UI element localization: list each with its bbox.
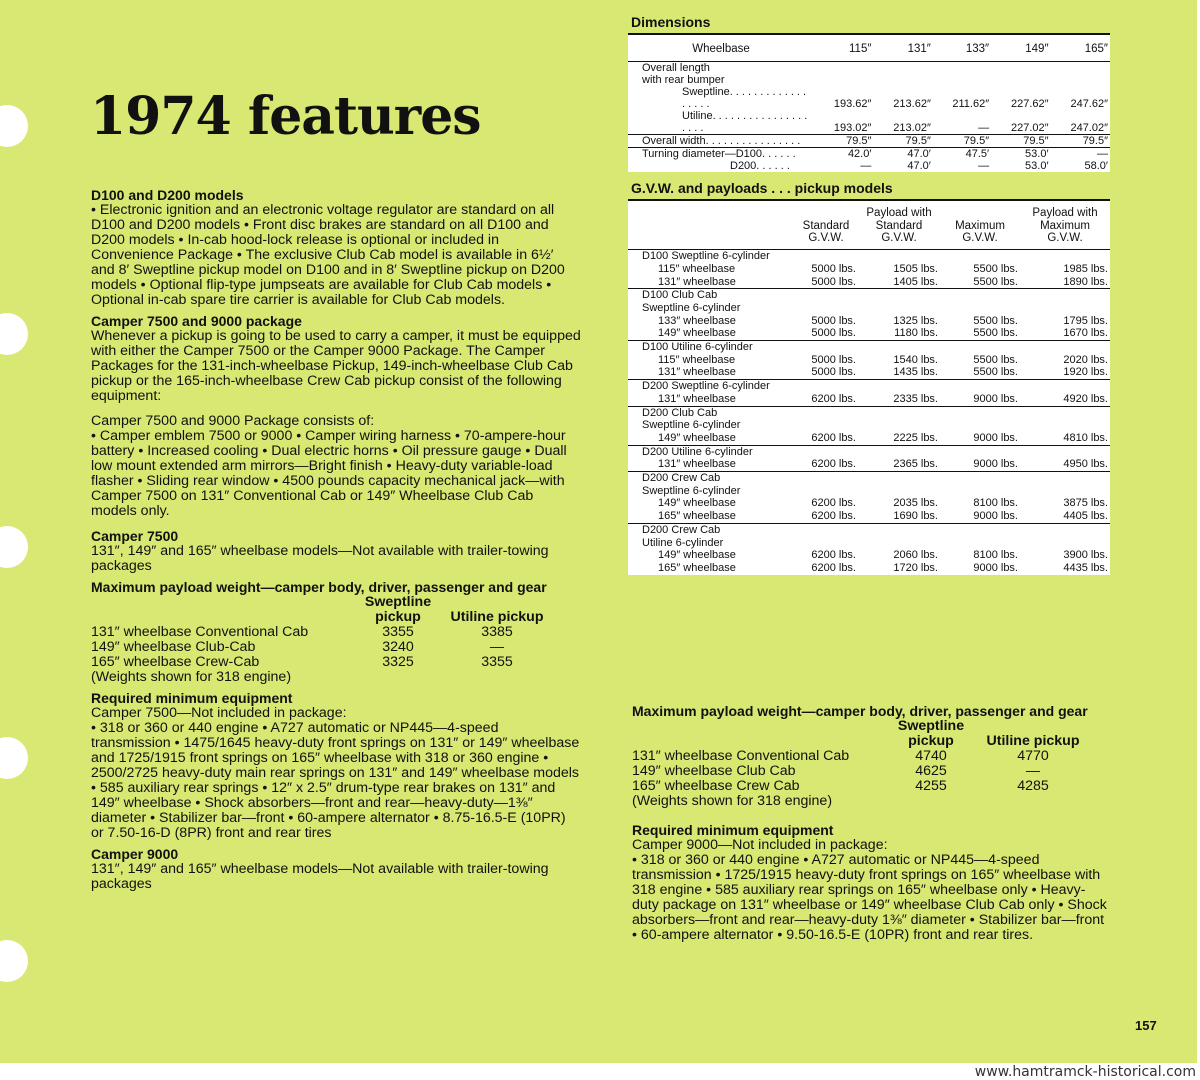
cell-value: [1020, 485, 1110, 498]
camper-9000-text: 131″, 149″ and 165″ wheelbase models—Not available with trailer-towing packages: [91, 861, 549, 892]
cell-value: 2365 lbs.: [893, 458, 938, 471]
gvw-row: [628, 549, 1110, 562]
cell-value: [858, 289, 940, 302]
cell-value: 213.02″: [893, 122, 931, 134]
sweptline-value: 3325: [382, 654, 414, 670]
cell-value: 9000 lbs.: [973, 561, 1018, 574]
gvw-row: [628, 432, 1110, 445]
cell-value: [794, 289, 858, 302]
cell-value: 1920 lbs.: [1063, 366, 1108, 379]
cell-value: [858, 472, 940, 485]
cell-value: [794, 380, 858, 393]
utiline-column-header: Utiline pickup: [986, 733, 1080, 749]
weights-note: (Weights shown for 318 engine): [632, 793, 833, 809]
cell-value: [858, 445, 940, 458]
gvw-table: [628, 201, 1110, 575]
cell-value: [858, 341, 940, 354]
row-label: D100 Club Cab: [628, 289, 794, 302]
cell-value: [1020, 537, 1110, 550]
row-label: Utiline 6-cylinder: [642, 536, 724, 549]
cell-value: [873, 62, 932, 75]
weights-note: (Weights shown for 318 engine): [91, 669, 292, 685]
gvw-row: [628, 419, 1110, 432]
utiline-value: —: [489, 639, 505, 655]
cell-value: [794, 341, 858, 354]
column-header: Payload with Standard G.V.W.: [858, 201, 940, 250]
gvw-row: [628, 445, 1110, 458]
dimensions-title: Dimensions: [631, 14, 711, 30]
max-payload-header-row: [91, 595, 547, 625]
cell-value: [940, 250, 1020, 263]
cell-value: [858, 406, 940, 419]
row-label: 149″ wheelbase: [658, 549, 736, 562]
row-label: Overall length: [642, 62, 710, 74]
max-payload-row: [632, 764, 1088, 779]
gvw-header-row: [628, 201, 1110, 250]
cell-value: [1020, 445, 1110, 458]
gvw-row: [628, 458, 1110, 471]
cell-value: [873, 74, 932, 86]
row-label: 149″ wheelbase Club Cab: [632, 763, 796, 779]
row-label: Sweptline 6-cylinder: [642, 419, 741, 432]
camper-package-text: Whenever a pickup is going to be used to carry a camper, it must be equipped with either the Camper 7500 or the Camper 9000 Package. The Camper Packages for the 131-inch-wheelbase Pickup, 149-inch-wheelbase Club Cab pickup or the 165-inch-wheelbase Crew Cab pickup consist of the following equipment:: [91, 328, 581, 404]
cell-value: 4920 lbs.: [1063, 392, 1108, 405]
dimensions-row: [628, 86, 1110, 110]
cell-value: [940, 406, 1020, 419]
gvw-row: [628, 497, 1110, 510]
cell-value: [794, 537, 858, 550]
cell-value: 2225 lbs.: [893, 431, 938, 444]
cell-value: [1020, 289, 1110, 302]
row-label: Sweptline. . . . . . . . . . . . . . . . . .: [682, 86, 807, 110]
required-equipment-text: • 318 or 360 or 440 engine • A727 automatic or NP445—4-speed transmission • 1725/1915 heavy-duty front springs on 165″ wheelbase with 318 engine • 585 auxiliary rear springs on 165″ wheelbase only • Heavy-duty package on 131″ wheelbase or 149″ wheelbase Club Cab only • Shock absorbers—front and rear—heavy-duty 1⅜″ diameter • Stabilizer bar—front • 60-ampere alternator • 9.50-16.5-E (10PR) front and rear tires.: [632, 852, 1107, 943]
cell-value: 58.0′: [1084, 160, 1108, 172]
max-payload-heading: Maximum payload weight—camper body, driver, passenger and gear: [632, 703, 1088, 719]
cell-value: 213.62″: [893, 98, 931, 110]
cell-value: [814, 62, 873, 75]
row-label: 149″ wheelbase: [658, 431, 736, 444]
cell-value: [858, 380, 940, 393]
wheelbase-header: Wheelbase: [628, 35, 814, 62]
cell-value: [1051, 74, 1110, 86]
cell-value: [794, 523, 858, 536]
camper-7500-heading: Camper 7500: [91, 528, 179, 544]
cell-value: 5500 lbs.: [973, 327, 1018, 340]
sweptline-value: 4740: [915, 748, 947, 764]
cell-value: 1405 lbs.: [893, 275, 938, 288]
required-equipment-text: • 318 or 360 or 440 engine • A727 automatic or NP445—4-speed transmission • 1475/1645 heavy-duty front springs on 131″ or 149″ wheelbase and 1725/1915 front springs on 165″ wheelbase with 318 or 360 engine • 2500/2725 heavy-duty main rear springs on 131″ and 149″ wheelbase models • 585 auxiliary rear springs • 12″ x 2.5″ drum-type rear brakes on 131″ and 149″ wheelbase • Shock absorbers—front and rear—heavy-duty—1⅜″ diameter • Stabilizer bar—front • 60-ampere alternator • 8.75-16.5-E (10PR) or 7.50-16-D (8PR) front and rear tires: [91, 720, 580, 841]
cell-value: 9000 lbs.: [973, 458, 1018, 471]
max-payload-row: [91, 640, 547, 655]
cell-value: 2020 lbs.: [1063, 353, 1108, 366]
cell-value: —: [1051, 148, 1110, 161]
cell-value: 9000 lbs.: [973, 392, 1018, 405]
cell-value: 6200 lbs.: [811, 458, 856, 471]
watermark-url: www.hamtramck-historical.com: [974, 1064, 1196, 1080]
gvw-row: [628, 523, 1110, 536]
utiline-column-header: Utiline pickup: [450, 609, 544, 625]
left-column: [91, 188, 581, 892]
cell-value: [933, 74, 991, 86]
sweptline-value: 3240: [382, 639, 414, 655]
cell-value: [940, 380, 1020, 393]
gvw-row: [628, 354, 1110, 367]
dimensions-row: [628, 148, 1110, 161]
required-equipment-heading: Required minimum equipment: [91, 690, 293, 706]
row-label: 165″ wheelbase: [658, 561, 736, 574]
required-equipment-heading: Required minimum equipment: [632, 822, 834, 838]
cell-value: [794, 472, 858, 485]
gvw-row: [628, 406, 1110, 419]
cell-value: 5000 lbs.: [811, 314, 856, 327]
gvw-title: G.V.W. and payloads . . . pickup models: [631, 180, 893, 196]
cell-value: [1020, 523, 1110, 536]
cell-value: 42.0′: [814, 148, 873, 161]
gvw-row: [628, 341, 1110, 354]
package-consists-text: • Camper emblem 7500 or 9000 • Camper wiring harness • 70-ampere-hour battery • Increased cooling • Dual electric horns • Oil pressure gauge • Duall low mount extended arm mirrors—Bright finish • Heavy-duty variable-load flasher • Sliding rear window • 4500 pounds capacity mechanical jack—with Camper 7500 on 131″ Conventional Cab or 149″ Wheelbase Club Cab models only.: [91, 428, 567, 519]
cell-value: 5000 lbs.: [811, 262, 856, 275]
gvw-row: [628, 562, 1110, 575]
cell-value: 1670 lbs.: [1063, 327, 1108, 340]
cell-value: 2035 lbs.: [893, 497, 938, 510]
cell-value: 47.0′: [907, 160, 931, 172]
cell-value: [940, 537, 1020, 550]
camper-7500-text: 131″, 149″ and 165″ wheelbase models—Not available with trailer-towing packages: [91, 543, 549, 574]
row-label: 165″ wheelbase Crew Cab: [632, 778, 800, 794]
row-label: D200 Crew Cab: [628, 472, 794, 485]
cell-value: 6200 lbs.: [811, 561, 856, 574]
cell-value: [940, 523, 1020, 536]
dimensions-box: [628, 33, 1110, 172]
cell-value: [1020, 419, 1110, 432]
cell-value: 8100 lbs.: [973, 497, 1018, 510]
cell-value: 6200 lbs.: [811, 510, 856, 523]
cell-value: 5000 lbs.: [811, 327, 856, 340]
gvw-row: [628, 250, 1110, 263]
column-header: 115″: [814, 35, 873, 62]
row-label: 115″ wheelbase: [658, 353, 736, 366]
gvw-row: [628, 263, 1110, 276]
row-label: 131″ wheelbase: [658, 458, 736, 471]
cell-value: 211.62″: [952, 98, 990, 110]
cell-value: 5000 lbs.: [811, 353, 856, 366]
cell-value: —: [860, 160, 872, 172]
row-label: 131″ wheelbase: [658, 392, 736, 405]
utiline-value: 3385: [481, 624, 513, 640]
row-label: Utiline. . . . . . . . . . . . . . . . . . . .: [682, 110, 808, 134]
cell-value: 1180 lbs.: [894, 327, 938, 340]
row-label: Sweptline 6-cylinder: [642, 301, 741, 314]
row-label: D200. . . . . .: [730, 160, 790, 172]
cell-value: [794, 302, 858, 315]
cell-value: 5500 lbs.: [973, 366, 1018, 379]
row-label: D200 Club Cab: [628, 406, 794, 419]
cell-value: 2060 lbs.: [893, 549, 938, 562]
cell-value: [1020, 472, 1110, 485]
row-label: 131″ wheelbase: [658, 275, 736, 288]
cell-value: [940, 445, 1020, 458]
gvw-row: [628, 276, 1110, 289]
cell-value: [794, 485, 858, 498]
cell-value: 4950 lbs.: [1063, 458, 1108, 471]
cell-value: —: [978, 122, 990, 134]
max-payload-row: [91, 655, 547, 670]
cell-value: 1720 lbs.: [893, 561, 938, 574]
row-label: Turning diameter—D100. . . . . .: [628, 148, 814, 161]
cell-value: [940, 302, 1020, 315]
sweptline-column-header: Sweptline pickup: [364, 594, 432, 625]
cell-value: 4405 lbs.: [1063, 510, 1108, 523]
cell-value: 247.62″: [1070, 98, 1108, 110]
cell-value: 4435 lbs.: [1063, 561, 1108, 574]
cell-value: 1505 lbs.: [893, 262, 938, 275]
row-label: D200 Crew Cab: [628, 523, 794, 536]
required-equipment-subheading: Camper 7500—Not included in package:: [91, 705, 347, 721]
max-payload-heading: Maximum payload weight—camper body, driver, passenger and gear: [91, 579, 547, 595]
row-label: 165″ wheelbase Crew-Cab: [91, 654, 260, 670]
row-label: 131″ wheelbase: [658, 366, 736, 379]
row-label: D200 Sweptline 6-cylinder: [628, 380, 794, 393]
row-label: D100 Sweptline 6-cylinder: [642, 250, 770, 263]
cell-value: 4810 lbs.: [1063, 431, 1108, 444]
dimensions-row: [628, 110, 1110, 135]
cell-value: 1690 lbs.: [893, 510, 938, 523]
row-label: Sweptline 6-cylinder: [642, 484, 741, 497]
cell-value: 1985 lbs.: [1063, 262, 1108, 275]
d100-d200-heading: D100 and D200 models: [91, 187, 244, 203]
camper-9000-heading: Camper 9000: [91, 846, 179, 862]
gvw-box: [628, 199, 1110, 575]
cell-value: [858, 485, 940, 498]
cell-value: [1020, 341, 1110, 354]
cell-value: 9000 lbs.: [973, 510, 1018, 523]
row-label: D100 Utiline 6-cylinder: [628, 341, 794, 354]
cell-value: 79.5″: [814, 135, 873, 148]
cell-value: 3900 lbs.: [1063, 549, 1108, 562]
cell-value: 5500 lbs.: [973, 275, 1018, 288]
cell-value: [1020, 302, 1110, 315]
cell-value: 47.5′: [933, 148, 991, 161]
cell-value: 227.62″: [1010, 98, 1049, 110]
cell-value: 79.5″: [873, 135, 932, 148]
gvw-row: [628, 289, 1110, 302]
cell-value: [794, 445, 858, 458]
cell-value: 5500 lbs.: [973, 314, 1018, 327]
sweptline-value: 4255: [915, 778, 947, 794]
max-payload-row: [91, 625, 547, 640]
cell-value: 6200 lbs.: [811, 431, 856, 444]
cell-value: 79.5″: [991, 135, 1050, 148]
utiline-value: 4770: [1017, 748, 1049, 764]
d100-d200-text: • Electronic ignition and an electronic voltage regulator are standard on all D100 and D200 models • Front disc brakes are standard on all D100 and D200 models • In-cab hood-lock release is optional or included in Convenience Package • The exclusive Club Cab model is available in 6½′ and 8′ Sweptline pickup model on D100 and in 8′ Sweptline pickup on D200 models • Optional flip-type jumpseats are available for Club Cab models • Optional in-cab spare tire carrier is available for Club Cab models.: [91, 202, 565, 308]
cell-value: [940, 419, 1020, 432]
cell-value: [1051, 62, 1110, 75]
dimensions-table: [628, 35, 1110, 172]
max-payload-row: [632, 749, 1088, 764]
gvw-row: [628, 315, 1110, 328]
cell-value: 2335 lbs.: [893, 392, 938, 405]
cell-value: [940, 341, 1020, 354]
column-header: Maximum G.V.W.: [940, 201, 1020, 250]
max-payload-table: [91, 595, 547, 670]
cell-value: [1020, 250, 1110, 263]
cell-value: 1325 lbs.: [893, 314, 938, 327]
gvw-row: [628, 510, 1110, 523]
cell-value: 1795 lbs.: [1063, 314, 1108, 327]
gvw-row: [628, 380, 1110, 393]
cell-value: [991, 62, 1050, 75]
cell-value: [991, 74, 1050, 86]
dimensions-row: [628, 135, 1110, 148]
cell-value: 247.02″: [1070, 122, 1108, 134]
cell-value: [1020, 406, 1110, 419]
row-label: D200 Utiline 6-cylinder: [628, 445, 794, 458]
row-label: 165″ wheelbase: [658, 510, 736, 523]
cell-value: 9000 lbs.: [973, 431, 1018, 444]
row-label: 149″ wheelbase Club-Cab: [91, 639, 256, 655]
gvw-row: [628, 327, 1110, 340]
cell-value: [858, 302, 940, 315]
dimensions-row: [628, 160, 1110, 172]
cell-value: 1540 lbs.: [893, 353, 938, 366]
cell-value: [940, 485, 1020, 498]
cell-value: 8100 lbs.: [973, 549, 1018, 562]
column-header: [628, 201, 794, 250]
gvw-row: [628, 537, 1110, 550]
cell-value: 3875 lbs.: [1063, 497, 1108, 510]
cell-value: [794, 419, 858, 432]
right-column: [632, 704, 1112, 943]
page-title: 1974 features: [90, 86, 481, 147]
cell-value: [794, 406, 858, 419]
row-label: 131″ wheelbase Conventional Cab: [632, 748, 850, 764]
row-label: 133″ wheelbase: [658, 314, 736, 327]
cell-value: [858, 419, 940, 432]
column-header: 133″: [933, 35, 991, 62]
row-label: Overall width. . . . . . . . . . . . . . . .: [628, 135, 814, 148]
column-header: 149″: [991, 35, 1050, 62]
cell-value: 1890 lbs.: [1063, 275, 1108, 288]
cell-value: 1435 lbs.: [893, 366, 938, 379]
cell-value: [858, 523, 940, 536]
gvw-row: [628, 302, 1110, 315]
cell-value: 5000 lbs.: [811, 366, 856, 379]
gvw-row: [628, 393, 1110, 406]
gvw-row: [628, 485, 1110, 498]
column-header: 131″: [873, 35, 932, 62]
cell-value: 5500 lbs.: [973, 353, 1018, 366]
cell-value: [858, 537, 940, 550]
package-consists-heading: Camper 7500 and 9000 Package consists of:: [91, 413, 375, 429]
cell-value: 79.5″: [1051, 135, 1110, 148]
cell-value: 193.02″: [833, 122, 872, 134]
cell-value: 5500 lbs.: [973, 262, 1018, 275]
utiline-value: 3355: [481, 654, 513, 670]
cell-value: 227.02″: [1010, 122, 1049, 134]
gvw-row: [628, 472, 1110, 485]
utiline-value: 4285: [1017, 778, 1049, 794]
column-header: 165″: [1051, 35, 1110, 62]
required-equipment-subheading: Camper 9000—Not included in package:: [632, 837, 888, 853]
row-label: 131″ wheelbase Conventional Cab: [91, 624, 309, 640]
row-label: 149″ wheelbase: [658, 327, 736, 340]
max-payload-header-row: [632, 719, 1088, 749]
cell-value: 193.62″: [833, 98, 872, 110]
sweptline-column-header: Sweptline pickup: [897, 718, 965, 749]
dimensions-row: [628, 62, 1110, 75]
cell-value: —: [978, 160, 990, 172]
camper-package-heading: Camper 7500 and 9000 package: [91, 313, 302, 329]
cell-value: 5000 lbs.: [811, 275, 856, 288]
row-label: 149″ wheelbase: [658, 497, 736, 510]
cell-value: 6200 lbs.: [811, 392, 856, 405]
column-header: Standard G.V.W.: [794, 201, 858, 250]
cell-value: [794, 250, 858, 263]
gvw-row: [628, 366, 1110, 379]
sweptline-value: 3355: [382, 624, 414, 640]
dimensions-header-row: [628, 35, 1110, 62]
spec-tables: [628, 14, 1110, 575]
cell-value: 6200 lbs.: [811, 549, 856, 562]
cell-value: 79.5″: [933, 135, 991, 148]
cell-value: [858, 250, 940, 263]
max-payload-table: [632, 719, 1088, 794]
cell-value: [1020, 380, 1110, 393]
max-payload-row: [632, 779, 1088, 794]
page-number: 157: [1135, 1018, 1157, 1033]
sweptline-value: 4625: [915, 763, 947, 779]
cell-value: 53.0′: [1025, 160, 1049, 172]
cell-value: [933, 62, 991, 75]
cell-value: 47.0′: [873, 148, 932, 161]
cell-value: [940, 289, 1020, 302]
cell-value: [940, 472, 1020, 485]
column-header: Payload with Maximum G.V.W.: [1020, 201, 1110, 250]
dimensions-row: [628, 74, 1110, 86]
cell-value: 53.0′: [991, 148, 1050, 161]
cell-value: [814, 74, 873, 86]
row-label: with rear bumper: [642, 74, 725, 86]
utiline-value: —: [1025, 763, 1041, 779]
row-label: 115″ wheelbase: [658, 262, 736, 275]
cell-value: 6200 lbs.: [811, 497, 856, 510]
